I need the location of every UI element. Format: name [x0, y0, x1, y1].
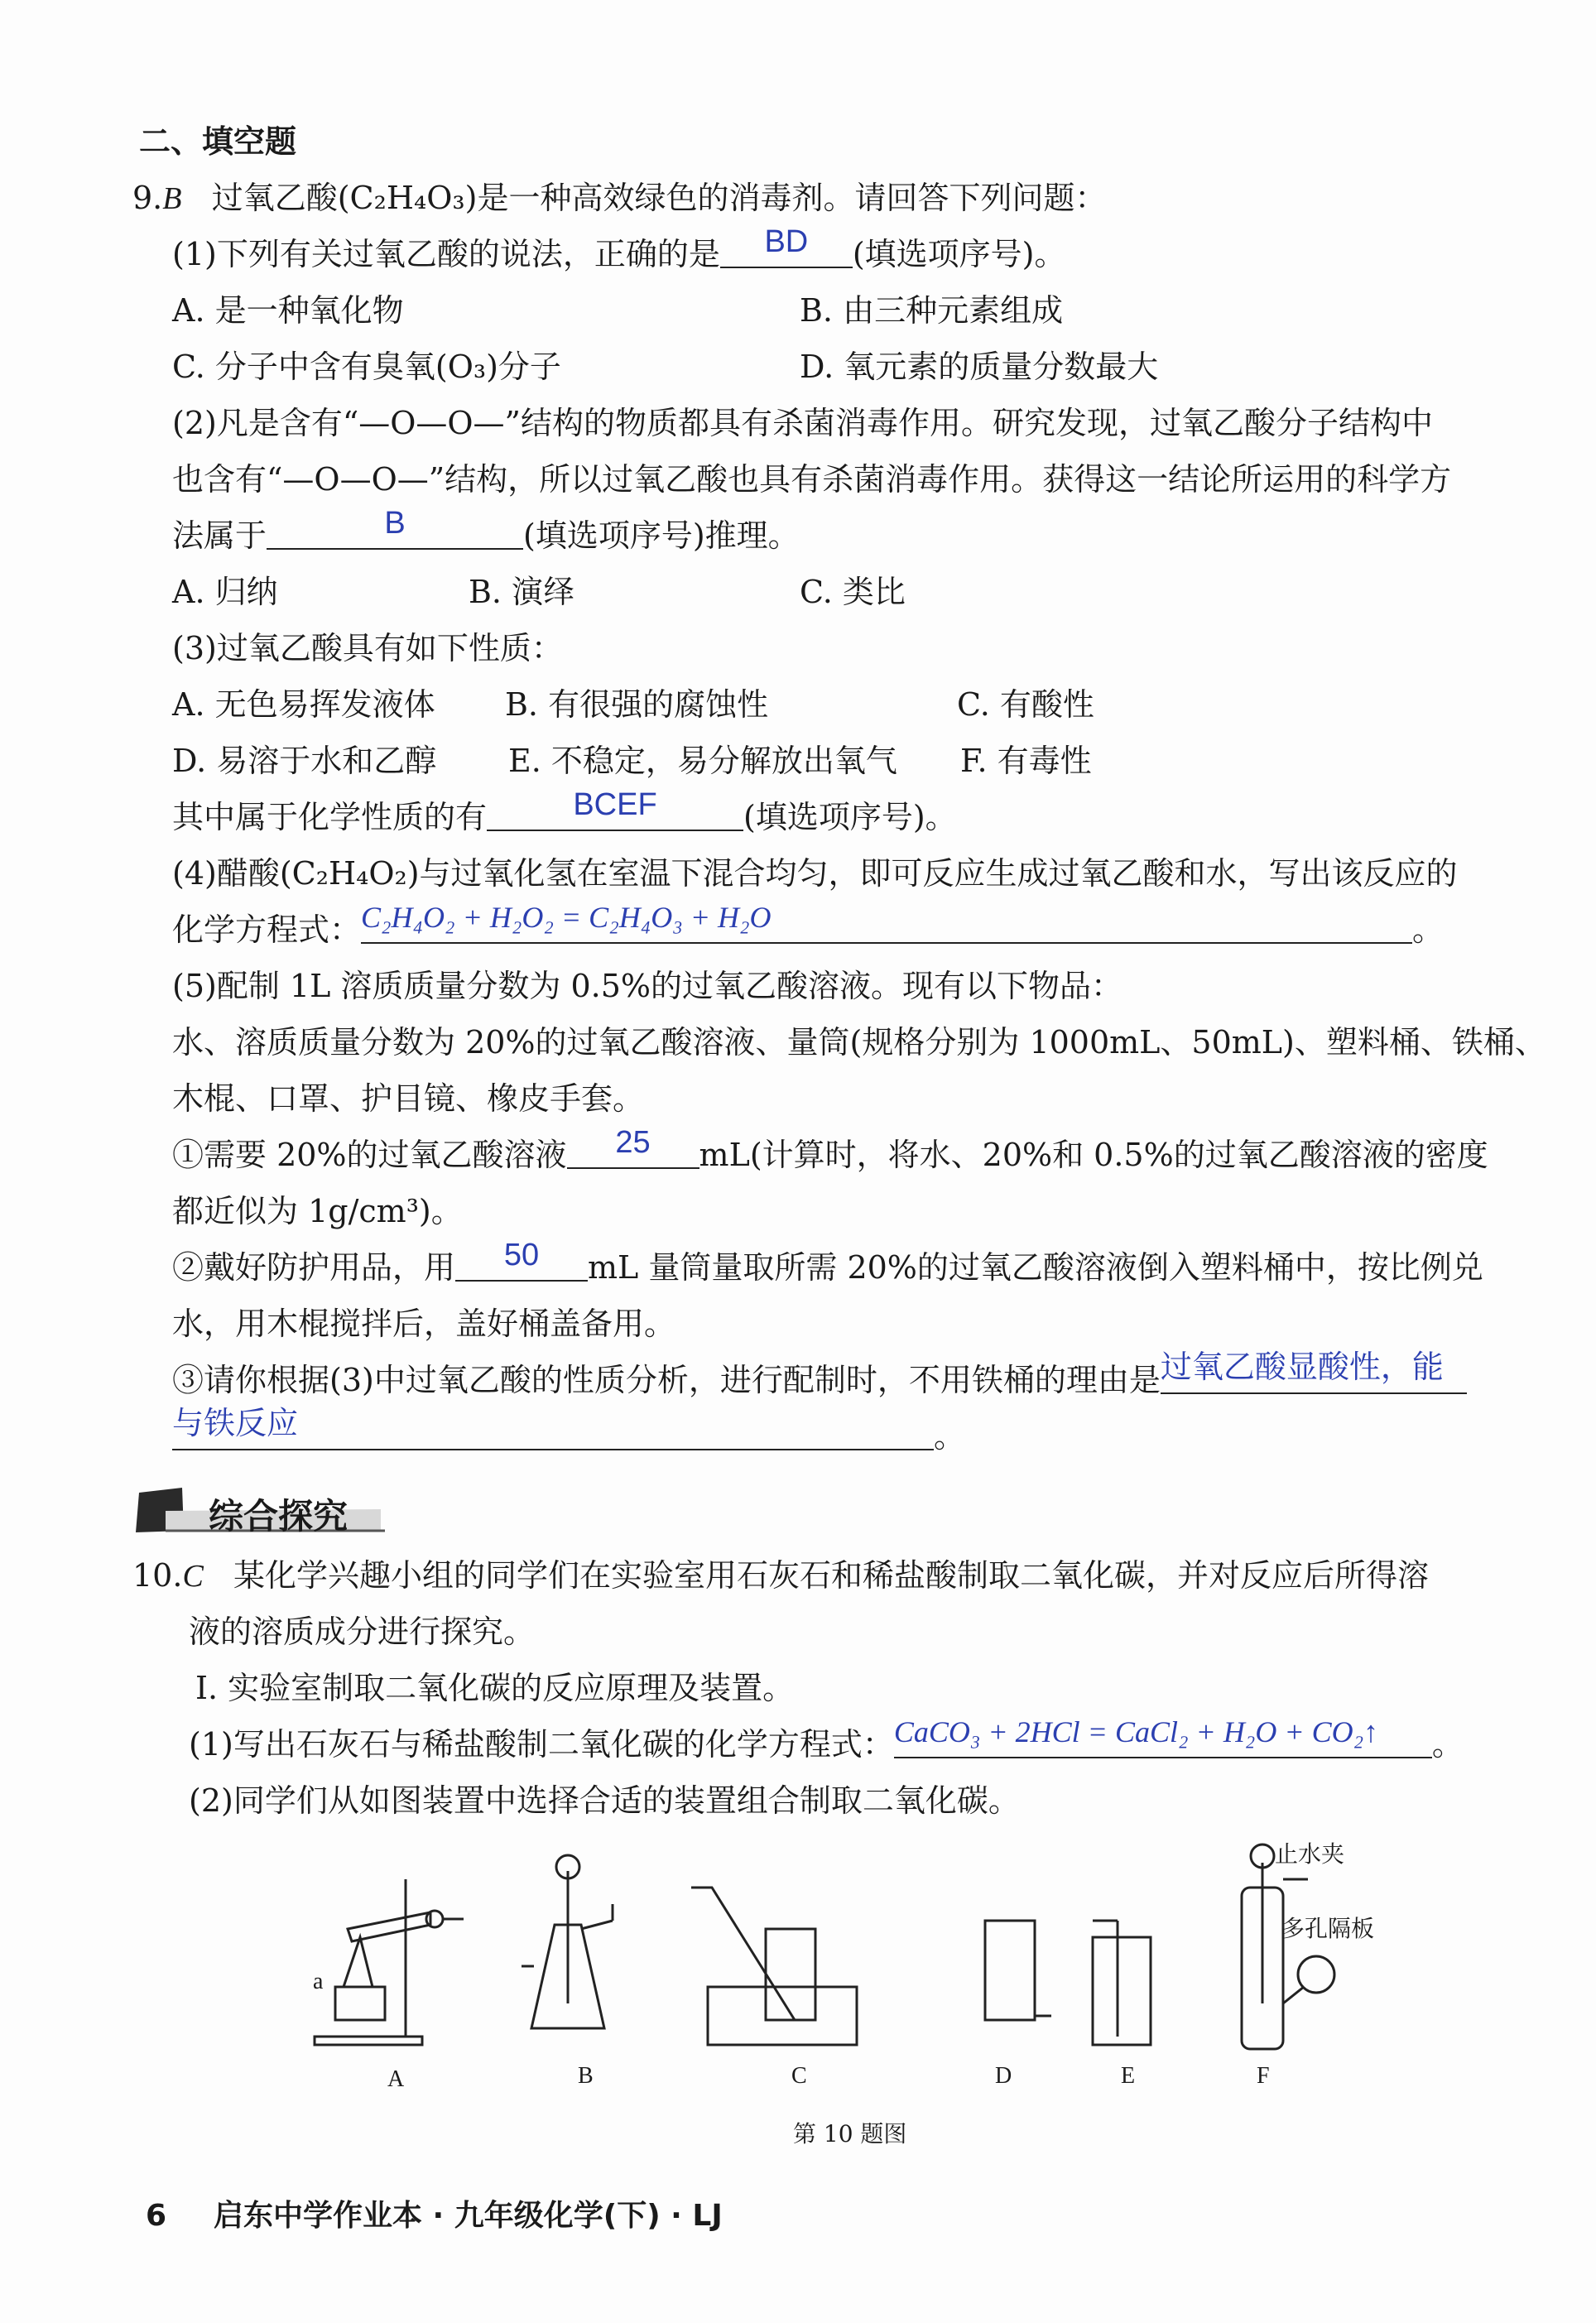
q9-p2-line3	[172, 506, 800, 555]
apparatus-e	[1093, 1921, 1151, 2045]
q9-p2-option-b: B. 演绎	[469, 574, 575, 610]
q9-p1-prompt: (1)下列有关过氧乙酸的说法，正确的是	[172, 236, 720, 272]
q9-p2-suffix: (填选项序号)推理。	[523, 517, 800, 554]
q9-p4-line1: (4)醋酸(C₂H₄O₂)与过氧化氢在室温下混合均匀，即可反应生成过氧乙酸和水，写出该反应的	[172, 855, 1458, 892]
q9-p3-option-f: F. 有毒性	[960, 743, 1092, 779]
fig-label-plate: 多孔隔板	[1281, 1915, 1375, 1942]
q10-part1: Ⅰ. 实验室制取二氧化碳的反应原理及装置。	[195, 1670, 795, 1706]
q9-p3-prompt: 其中属于化学性质的有	[172, 799, 488, 835]
fig-label-f: F	[1257, 2063, 1270, 2089]
fig-label-clamp: 止水夹	[1275, 1840, 1345, 1868]
q9-p2-option-a: A. 归纳	[172, 574, 278, 610]
q9-p3-option-a: A. 无色易挥发液体	[172, 686, 435, 723]
q9-p1-option-c: C. 分子中含有臭氧(O₃)分子	[172, 349, 561, 385]
q9-p5-line2: 水、溶质质量分数为 20%的过氧乙酸溶液、量筒(规格分别为 1000mL、50mL)、塑料桶、铁桶、	[172, 1024, 1546, 1060]
q10-tag: C	[182, 1559, 204, 1594]
q9-p5-c-end: 。	[934, 1418, 966, 1455]
q9-p5-c-answer-1: 过氧乙酸显酸性，能	[1160, 1350, 1444, 1385]
q9-p3-suffix: (填选项序号)。	[743, 799, 957, 835]
q10-p1-answer-blank[interactable]	[893, 1715, 1432, 1758]
q10-stem	[132, 1556, 1429, 1595]
q9-tag: B	[162, 181, 182, 216]
q10-stem-line1: 某化学兴趣小组的同学们在实验室用石灰石和稀盐酸制取二氧化碳，并对反应后所得溶	[233, 1557, 1430, 1594]
fig-label-a-port: a	[313, 1969, 324, 1994]
q9-p5-b-suffix: mL 量筒量取所需 20%的过氧乙酸溶液倒入塑料桶中，按比例兑	[588, 1249, 1483, 1286]
q9-p3-intro: (3)过氧乙酸具有如下性质：	[172, 630, 563, 666]
q9-stem-text: 过氧乙酸(C₂H₄O₃)是一种高效绿色的消毒剂。请回答下列问题：	[211, 180, 1107, 216]
q9-p5-c-answer-2: 与铁反应	[172, 1407, 299, 1441]
q10-number: 10.	[132, 1557, 183, 1594]
q10-p1	[189, 1715, 1464, 1763]
section-banner	[132, 1486, 389, 1537]
fig-label-a: A	[387, 2066, 405, 2092]
apparatus-figure	[298, 1838, 1473, 2061]
q9-p5-a-suffix: mL(计算时，将水、20%和 0.5%的过氧乙酸溶液的密度	[699, 1137, 1488, 1173]
figure-caption: 第 10 题图	[793, 2120, 907, 2147]
page-number: 6	[146, 2199, 167, 2233]
q9-p2-option-c: C. 类比	[800, 574, 906, 610]
q9-p5-c-prompt: ③请你根据(3)中过氧乙酸的性质分析，进行配制时，不用铁桶的理由是	[172, 1362, 1161, 1398]
q9-p3-option-b: B. 有很强的腐蚀性	[505, 686, 769, 723]
q9-p5-a-prompt: ①需要 20%的过氧乙酸溶液	[172, 1137, 567, 1173]
q9-p1-answer: BD	[764, 224, 809, 259]
apparatus-f	[1242, 1844, 1334, 2049]
q9-p2-answer-blank[interactable]	[267, 506, 523, 550]
q9-p1-option-d: D. 氧元素的质量分数最大	[800, 349, 1159, 385]
q9-p5-b	[172, 1238, 1483, 1287]
apparatus-d	[985, 1921, 1051, 2020]
q9-p4-end: 。	[1412, 911, 1445, 948]
q9-p4-equation: C₂H₄O₂ + H₂O₂ = C₂H₄O₃ + H₂O	[361, 901, 772, 934]
q9-p2-prompt: 法属于	[172, 517, 267, 554]
q10-stem-line2: 液的溶质成分进行探究。	[189, 1614, 536, 1650]
fig-label-d: D	[995, 2063, 1012, 2089]
apparatus-c	[691, 1888, 857, 2045]
q10-p1-prompt: (1)写出石灰石与稀盐酸制二氧化碳的化学方程式：	[189, 1726, 894, 1763]
q9-p2-answer: B	[384, 506, 406, 541]
q9-p5-line1: (5)配制 1L 溶质质量分数为 0.5%的过氧乙酸溶液。现有以下物品：	[172, 968, 1123, 1004]
q9-stem	[132, 179, 1106, 218]
q9-p1-option-b: B. 由三种元素组成	[800, 292, 1064, 329]
q9-p5-line3: 木棍、口罩、护目镜、橡皮手套。	[172, 1080, 645, 1117]
q9-p5-a-line2: 都近似为 1g/cm³)。	[172, 1193, 463, 1229]
q9-p5-b-line2: 水，用木棍搅拌后，盖好桶盖备用。	[172, 1306, 676, 1342]
q10-p2: (2)同学们从如图装置中选择合适的装置组合制取二氧化碳。	[189, 1782, 1020, 1819]
q9-p4-prompt: 化学方程式：	[172, 911, 362, 948]
q9-p2-line1: (2)凡是含有“—O—O—”结构的物质都具有杀菌消毒作用。研究发现，过氧乙酸分子结构中	[172, 405, 1433, 441]
q9-number: 9.	[132, 180, 163, 216]
apparatus-b	[522, 1855, 613, 2028]
q9-p5-b-prompt: ②戴好防护用品，用	[172, 1249, 456, 1286]
q9-p5-a	[172, 1125, 1488, 1174]
q10-p1-end: 。	[1431, 1726, 1464, 1763]
section-banner-title: 综合探究	[209, 1496, 349, 1537]
q9-p5-c-line2	[172, 1407, 966, 1455]
fig-label-c: C	[791, 2063, 807, 2089]
apparatus-a	[315, 1879, 464, 2045]
q9-p4-line2	[172, 901, 1445, 949]
q9-p5-a-answer: 25	[615, 1125, 651, 1160]
q9-p3-option-e: E. 不稳定，易分解放出氧气	[508, 743, 897, 779]
q9-p3-answer: BCEF	[573, 787, 657, 822]
q9-p1-option-a: A. 是一种氧化物	[172, 292, 404, 329]
q10-p1-equation: CaCO₃ + 2HCl = CaCl₂ + H₂O + CO₂↑	[893, 1715, 1379, 1748]
q9-p3-option-d: D. 易溶于水和乙醇	[172, 743, 437, 779]
q9-p1	[172, 224, 1066, 273]
footer-title: 启东中学作业本 · 九年级化学(下) · LJ	[214, 2199, 723, 2233]
fig-label-e: E	[1121, 2063, 1136, 2089]
q9-p3-question	[172, 787, 957, 836]
q9-p5-b-answer: 50	[503, 1238, 540, 1272]
q9-p5-b-answer-blank[interactable]	[455, 1238, 588, 1282]
q9-p2-line2: 也含有“—O—O—”结构，所以过氧乙酸也具有杀菌消毒作用。获得这一结论所运用的科学方	[172, 461, 1452, 498]
q9-p1-answer-blank[interactable]	[720, 224, 853, 268]
fig-label-b: B	[578, 2063, 594, 2089]
q9-p5-c-answer-blank-2[interactable]	[172, 1407, 934, 1450]
q9-p3-option-c: C. 有酸性	[957, 686, 1094, 723]
q9-p5-c-answer-blank-1[interactable]	[1160, 1350, 1467, 1394]
q9-p1-suffix: (填选项序号)。	[852, 236, 1066, 272]
q9-p3-answer-blank[interactable]	[487, 787, 743, 831]
q9-p5-c	[172, 1350, 1467, 1399]
q9-p4-answer-blank[interactable]	[361, 901, 1412, 944]
section-title: 二、填空题	[139, 123, 297, 160]
q9-p5-a-answer-blank[interactable]	[567, 1125, 699, 1169]
